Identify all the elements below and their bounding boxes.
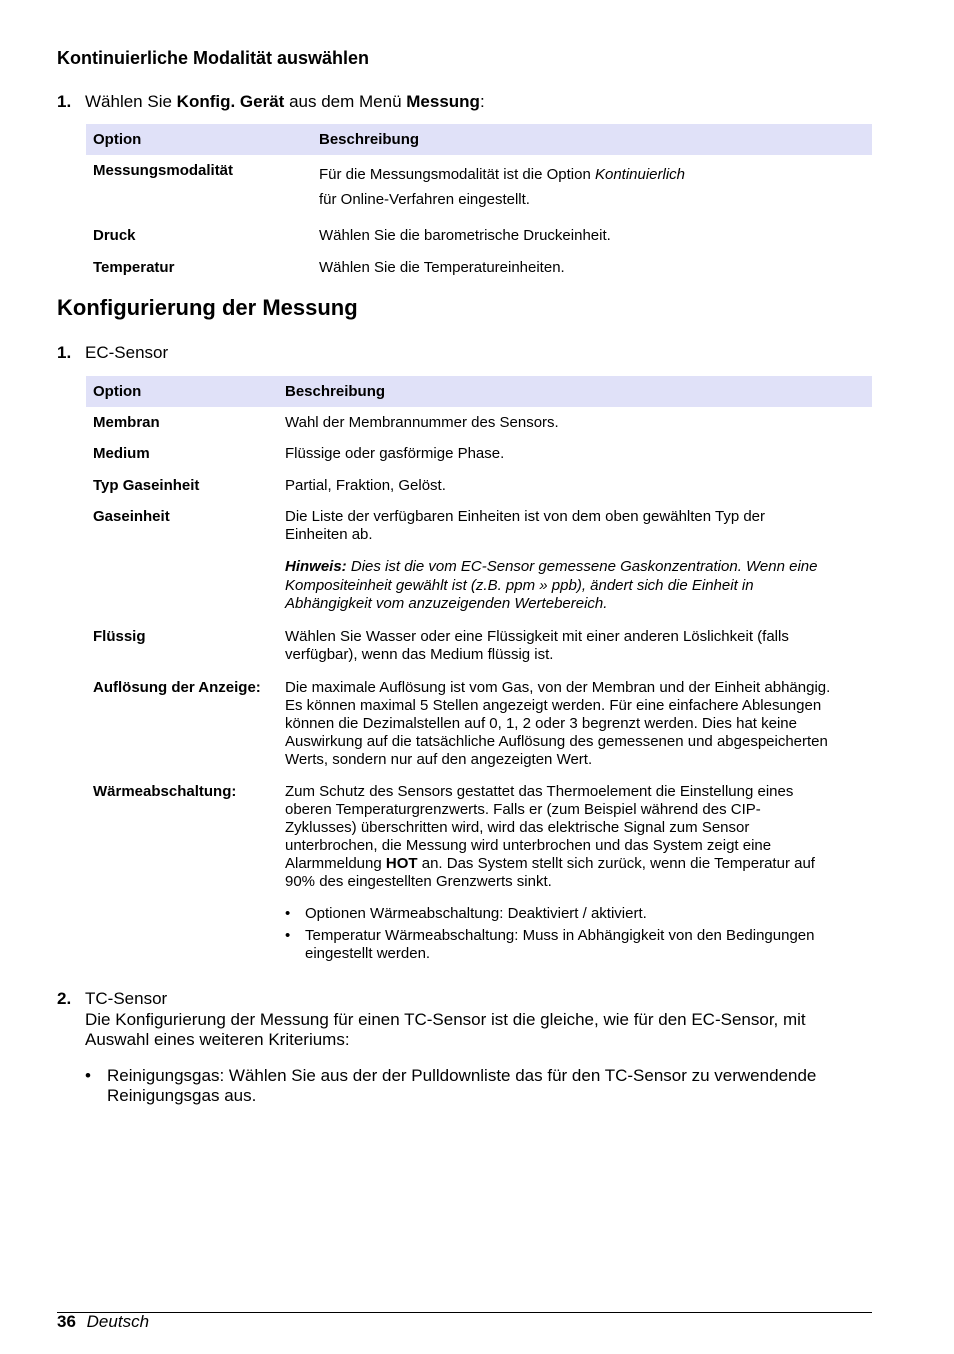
option-description: Wählen Sie Wasser oder eine Flüssigkeit mit einer anderen Löslichkeit (falls verfügbar), wenn das Medium flüssig ist.: [285, 628, 789, 663]
options-table-continuous-mode: [86, 124, 872, 283]
option-name: Temperatur: [93, 258, 175, 276]
table-row: [86, 155, 872, 219]
note: Hinweis: Dies ist die vom EC-Sensor gemessene Gaskonzentration. Wenn eine Kompositeinheit gewählt ist (z.B. ppm » ppb), ändert sich die Einheit in Abhängigkeit vom anzuzeigenden Wertebereich.: [285, 558, 818, 612]
table-row: [86, 219, 872, 251]
step-number: 1.: [57, 92, 72, 111]
option-description: Für die Messungsmodalität ist die Option Kontinuierlich für Online-Verfahren eingestellt.: [319, 166, 686, 208]
option-name: Messungsmodalität: [93, 162, 234, 179]
header-option: Option: [86, 376, 278, 407]
step-number: 1.: [57, 343, 72, 362]
table-row: [86, 620, 872, 671]
list-item: • Optionen Wärmeabschaltung: Deaktiviert / aktiviert.: [285, 905, 865, 923]
section-heading-measurement-config: Konfigurierung der Messung: [57, 295, 358, 320]
table-row: [86, 775, 872, 967]
step-number: 2.: [57, 989, 72, 1008]
bullet-list: [285, 905, 865, 963]
header-option: Option: [86, 124, 312, 155]
step-2-description: Die Konfigurierung der Messung für einen TC-Sensor ist die gleiche, wie für den EC-Sensor, mit Auswahl eines weiteren Kriteriums:: [85, 1010, 806, 1049]
list-item: • Temperatur Wärmeabschaltung: Muss in Abhängigkeit von den Bedingungen eingestellt werden.: [285, 927, 865, 963]
table-row: [86, 407, 872, 438]
footer: [57, 1312, 149, 1332]
section-heading-continuous-mode: Kontinuierliche Modalität auswählen: [57, 48, 370, 68]
option-name: Gaseinheit: [93, 508, 170, 525]
options-table-ec-sensor: [86, 376, 872, 967]
option-name: Membran: [93, 414, 160, 431]
option-name: Druck: [93, 226, 136, 244]
step-2-tc-sensor: [57, 989, 872, 1009]
option-description: Wählen Sie die barometrische Druckeinheit.: [319, 226, 611, 244]
table-row: [86, 251, 872, 283]
option-description: Wahl der Membrannummer des Sensors.: [285, 414, 559, 431]
table-header-row: [86, 376, 872, 407]
page-number: 36: [57, 1312, 76, 1331]
option-description: Die Liste der verfügbaren Einheiten ist von dem oben gewählten Typ der Einheiten ab. Hinweis: Dies ist die vom EC-Sensor gemessene Gaskonzentration. Wenn eine Kompositeinheit gewählt ist (z.B. ppm » ppb), ändert sich die Einheit in Abhängigkeit vom anzuzeigenden Wertebereich.: [278, 501, 872, 620]
table-row: [86, 671, 872, 775]
header-description: Beschreibung: [312, 124, 872, 155]
table-row: [86, 438, 872, 469]
option-name: Flüssig: [93, 628, 146, 645]
option-description: Flüssige oder gasförmige Phase.: [285, 445, 505, 462]
step-text: EC-Sensor: [85, 343, 169, 362]
option-name: Medium: [93, 445, 150, 462]
option-description: Die maximale Auflösung ist vom Gas, von der Membran und der Einheit abhängig. Es können maximal 5 Stellen angezeigt werden. Für eine einfachere Ablesungen können die Dezimalstellen auf 0, 1, 2 oder 3 begrenzt werden. Dies hat keine Auswirkung auf die tatsächliche Auflösung des gemessenen und abgespeicherten Werts, sondern nur auf den angezeigten Wert.: [285, 679, 831, 768]
option-name: Wärmeabschaltung:: [93, 783, 237, 800]
step-title: TC-Sensor: [85, 989, 168, 1008]
list-item: • Reinigungsgas: Wählen Sie aus der der Pulldownliste das für den TC-Sensor zu verwendende Reinigungsgas aus.: [85, 1066, 817, 1105]
table-header-row: [86, 124, 872, 155]
option-description: Wählen Sie die Temperatureinheiten.: [319, 258, 565, 276]
option-description: Partial, Fraktion, Gelöst.: [285, 476, 446, 494]
step-text: Wählen Sie Konfig. Gerät aus dem Menü Messung:: [85, 92, 485, 111]
header-description: Beschreibung: [278, 376, 872, 407]
option-description: Zum Schutz des Sensors gestattet das Thermoelement die Einstellung eines oberen Temperaturgrenzwerts. Falls er (zum Beispiel während des CIP- Zyklusses) überschritten wird, wird das elektrische Signal zum Sensor unterbrochen, die Messung wird unterbrochen und das System zeigt eine Alarmmeldung HOT an. Das System stellt sich zurück, wenn die Temperatur auf 90% des eingestellten Grenzwerts sinkt. • Optionen Wärmeabschaltung: Deaktiviert / aktiviert. • Temperatur Wärmeabschaltung: Muss in Abhängigkeit von den Bedingungen eingestellt werden.: [278, 775, 872, 967]
footer-divider: [57, 1312, 872, 1313]
table-row: [86, 501, 872, 620]
footer-language: Deutsch: [86, 1312, 150, 1331]
option-name: Auflösung der Anzeige:: [93, 679, 261, 696]
table-row: [86, 469, 872, 501]
step-1-config-device: [57, 92, 872, 112]
option-name: Typ Gaseinheit: [93, 476, 200, 494]
step-1-ec-sensor: [57, 343, 872, 363]
